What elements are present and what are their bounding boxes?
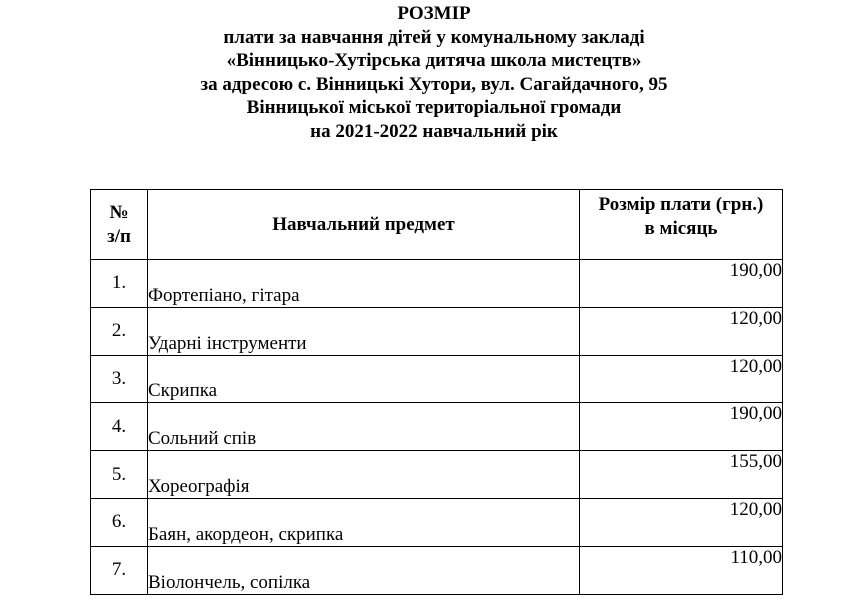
document-heading	[0, 2, 850, 143]
fee-table	[90, 189, 783, 595]
row-subject: Фортепіано, гітара	[148, 260, 580, 308]
header-number	[91, 190, 148, 260]
row-fee: 190,00	[580, 403, 783, 451]
row-subject: Баян, акордеон, скрипка	[148, 498, 580, 546]
document-title: РОЗМІР	[397, 3, 471, 24]
row-number: 4.	[91, 403, 148, 451]
row-fee: 155,00	[580, 451, 783, 499]
row-fee: 120,00	[580, 355, 783, 403]
heading-line-3: за адресою с. Вінницькі Хутори, вул. Сагайдачного, 95	[200, 73, 668, 95]
table-header-row	[91, 190, 783, 260]
row-fee: 190,00	[580, 260, 783, 308]
heading-line-4: Вінницької міської територіальної громади	[246, 97, 622, 118]
row-subject: Сольний спів	[148, 403, 580, 451]
header-number-line-1: №	[109, 201, 129, 223]
row-number: 6.	[91, 498, 148, 546]
table-row	[91, 355, 783, 403]
header-subject: Навчальний предмет	[148, 190, 580, 260]
header-fee	[580, 190, 783, 260]
row-subject: Скрипка	[148, 355, 580, 403]
table-row	[91, 260, 783, 308]
heading-line-2: «Вінницько-Хутірська дитяча школа мистецтв»	[226, 50, 642, 71]
row-number: 5.	[91, 451, 148, 499]
row-number: 1.	[91, 260, 148, 308]
row-subject: Віолончель, сопілка	[148, 546, 580, 594]
row-subject: Хореографія	[148, 451, 580, 499]
header-number-line-2: з/п	[107, 225, 131, 247]
table-row	[91, 307, 783, 355]
table-row	[91, 403, 783, 451]
table-row	[91, 546, 783, 594]
row-fee: 110,00	[580, 546, 783, 594]
row-fee: 120,00	[580, 498, 783, 546]
row-subject: Ударні інструменти	[148, 307, 580, 355]
row-number: 2.	[91, 307, 148, 355]
header-fee-line-1: Розмір плати (грн.)	[598, 194, 764, 215]
table-row	[91, 498, 783, 546]
row-fee: 120,00	[580, 307, 783, 355]
row-number: 7.	[91, 546, 148, 594]
heading-line-1: плати за навчання дітей у комунальному закладі	[223, 26, 645, 48]
row-number: 3.	[91, 355, 148, 403]
header-fee-line-2: в місяць	[644, 218, 718, 239]
table-row	[91, 451, 783, 499]
heading-line-5: на 2021-2022 навчальний рік	[310, 120, 558, 142]
